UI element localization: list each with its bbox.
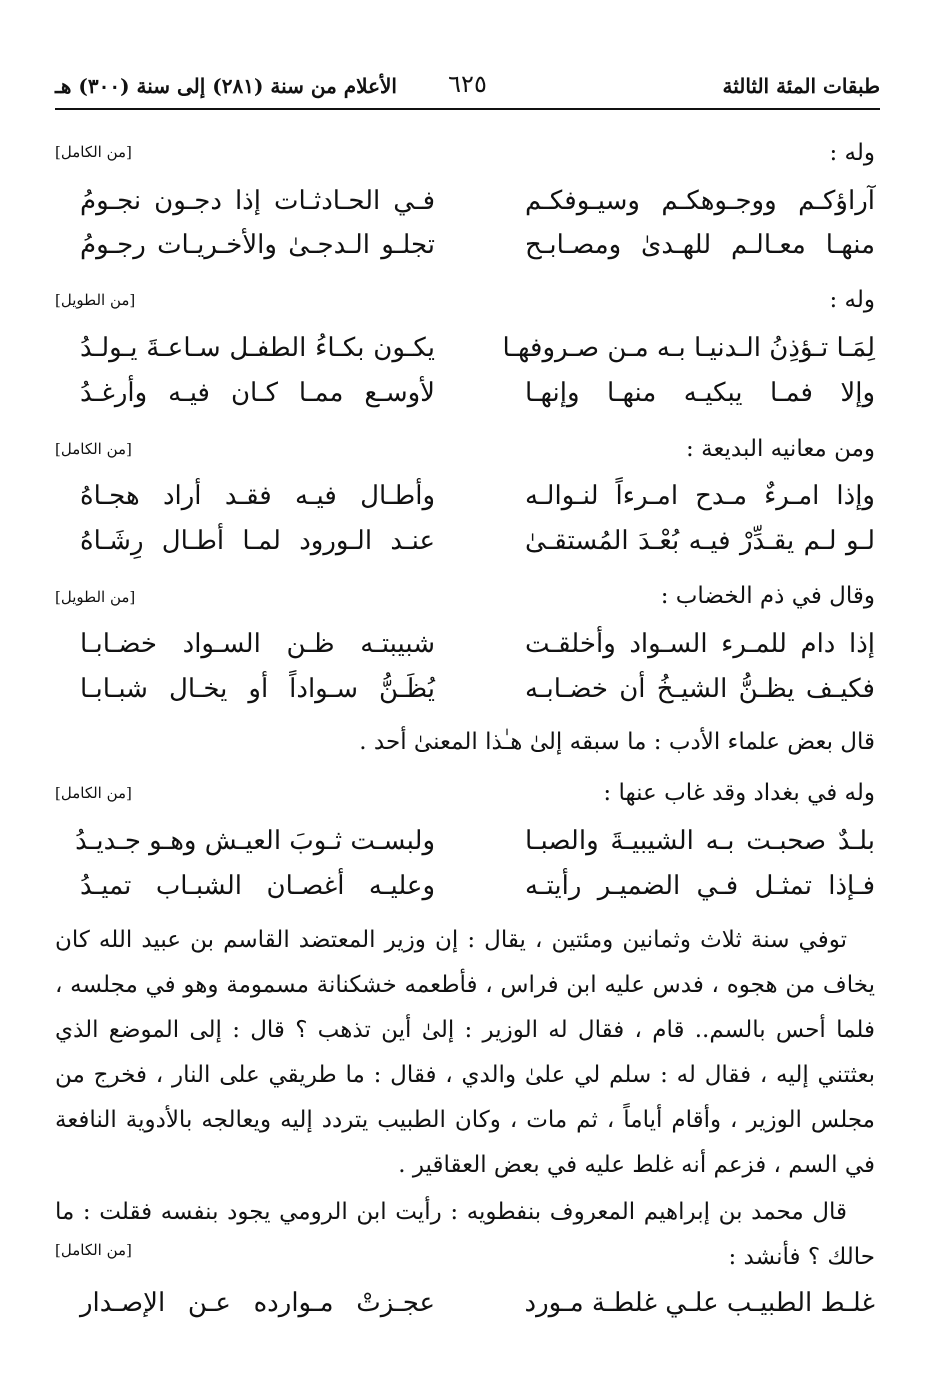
verse-first-hemistich: فـإذا تمثـل فـي الضميـر رأيتـه xyxy=(525,871,875,901)
verse-first-hemistich: لـو لـم يقـدِّرْ فيـه بُعْـدَ المُستقـىٰ xyxy=(525,526,875,556)
meter-label: [من الكامل] xyxy=(55,1241,132,1259)
verse-first-hemistich: وإذا امـرءٌ مـدح امـرءاً لنـوالـه xyxy=(525,481,875,511)
verse-first-hemistich: بلـدٌ صحبـت بـه الشيبيـةَ والصبـا xyxy=(525,826,875,856)
meter-label: [من الطويل] xyxy=(55,291,136,309)
verse-second-hemistich: عجـزتْ مـوارده عـن الإصـدار xyxy=(80,1288,435,1318)
poem-intro: وله : xyxy=(829,287,875,313)
critic-note: قال بعض علماء الأدب : ما سبقه إلىٰ هـٰذا المعنىٰ أحد . xyxy=(359,729,875,755)
verse-second-hemistich: عنـد الـورود لمـا أطـال رِشَـاهُ xyxy=(80,526,435,556)
verse-second-hemistich: فـي الحـادثـات إذا دجـون نجـومُ xyxy=(80,186,435,216)
verse-second-hemistich: وأطـال فيـه فقـد أراد هجـاهُ xyxy=(80,481,435,511)
verse-first-hemistich: منهـا معـالـم للهـدىٰ ومصـابـح xyxy=(525,230,875,260)
verse-first-hemistich: آراؤكـم ووجـوهكـم وسيـوفكـم xyxy=(525,186,875,216)
running-header xyxy=(55,68,880,110)
meter-label: [من الكامل] xyxy=(55,440,132,458)
verse-first-hemistich: فكيـف يظـنُّ الشيـخُ أن خضـابـه xyxy=(525,674,875,704)
death-account-text: توفي سنة ثلاث وثمانين ومئتين ، يقال : إن وزير المعتضد القاسم بن عبيد الله كان يخاف من هجوه ، فدس عليه ابن فراس ، فأطعمه خشكنانة مسمومة وهو في مجلسه ، فلما أحس بالسم.. قام ، فقال له الوزير : إلىٰ أين تذهب ؟ قال : إلى الموضع الذي بعثتني إليه ، فقال له : سلم لي علىٰ والدي ، فقال : ما طريقي على النار ، فخرج من مجلس الوزير ، وأقام أياماً ، ثم مات ، وكان الطبيب يتردد إليه ويعالجه بالأدوية النافعة في السم ، فزعم أنه غلط عليه في بعض العقاقير . xyxy=(55,927,875,1178)
header-section-title: طبقات المئة الثالثة xyxy=(722,74,880,98)
biography-paragraph xyxy=(55,918,875,1188)
anecdote-text: قال محمد بن إبراهيم المعروف بنفطويه : رأيت ابن الرومي يجود بنفسه فقلت : ما حالك ؟ فأنشد : xyxy=(55,1199,875,1270)
poem-intro: ومن معانيه البديعة : xyxy=(686,436,875,462)
verse-second-hemistich: ولبسـت ثـوبَ العيـش وهـو جـديـدُ xyxy=(75,826,435,856)
anecdote-paragraph xyxy=(55,1190,875,1280)
verse-second-hemistich: يُظَـنُّ سـواداً أو يخـال شبـابـا xyxy=(80,674,435,704)
verse-first-hemistich: وإلا فمـا يبكيـه منهـا وإنهـا xyxy=(525,378,875,408)
poem-intro: وله : xyxy=(829,140,875,166)
verse-second-hemistich: وعليـه أغصـان الشبـاب تميـدُ xyxy=(80,871,435,901)
verse-first-hemistich: غلـط الطبيـب علـي غلطـة مـورد xyxy=(524,1288,875,1318)
verse-second-hemistich: لأوسـع ممـا كـان فيـه وأرغـدُ xyxy=(80,378,435,408)
verse-second-hemistich: تجلـو الـدجـىٰ والأخـريـات رجـومُ xyxy=(80,230,435,260)
verse-first-hemistich: إذا دام للمـرء السـواد وأخلقـت xyxy=(525,629,875,659)
meter-label: [من الطويل] xyxy=(55,588,136,606)
meter-label: [من الكامل] xyxy=(55,143,132,161)
page-number: ٦٢٥ xyxy=(448,70,487,98)
verse-first-hemistich: لِمَـا تـؤذِنُ الـدنيـا بـه مـن صـروفهـا xyxy=(502,333,875,363)
poem-intro: وله في بغداد وقد غاب عنها : xyxy=(603,780,875,806)
verse-second-hemistich: شبيبتـه ظـن السـواد خضـابـا xyxy=(80,629,435,659)
meter-label: [من الكامل] xyxy=(55,784,132,802)
header-range-title: الأعلام من سنة (٢٨١) إلى سنة (٣٠٠) هـ xyxy=(55,74,397,98)
verse-second-hemistich: يكـون بكـاءُ الطفـل سـاعـةَ يـولـدُ xyxy=(80,333,435,363)
poem-intro: وقال في ذم الخضاب : xyxy=(660,583,875,609)
